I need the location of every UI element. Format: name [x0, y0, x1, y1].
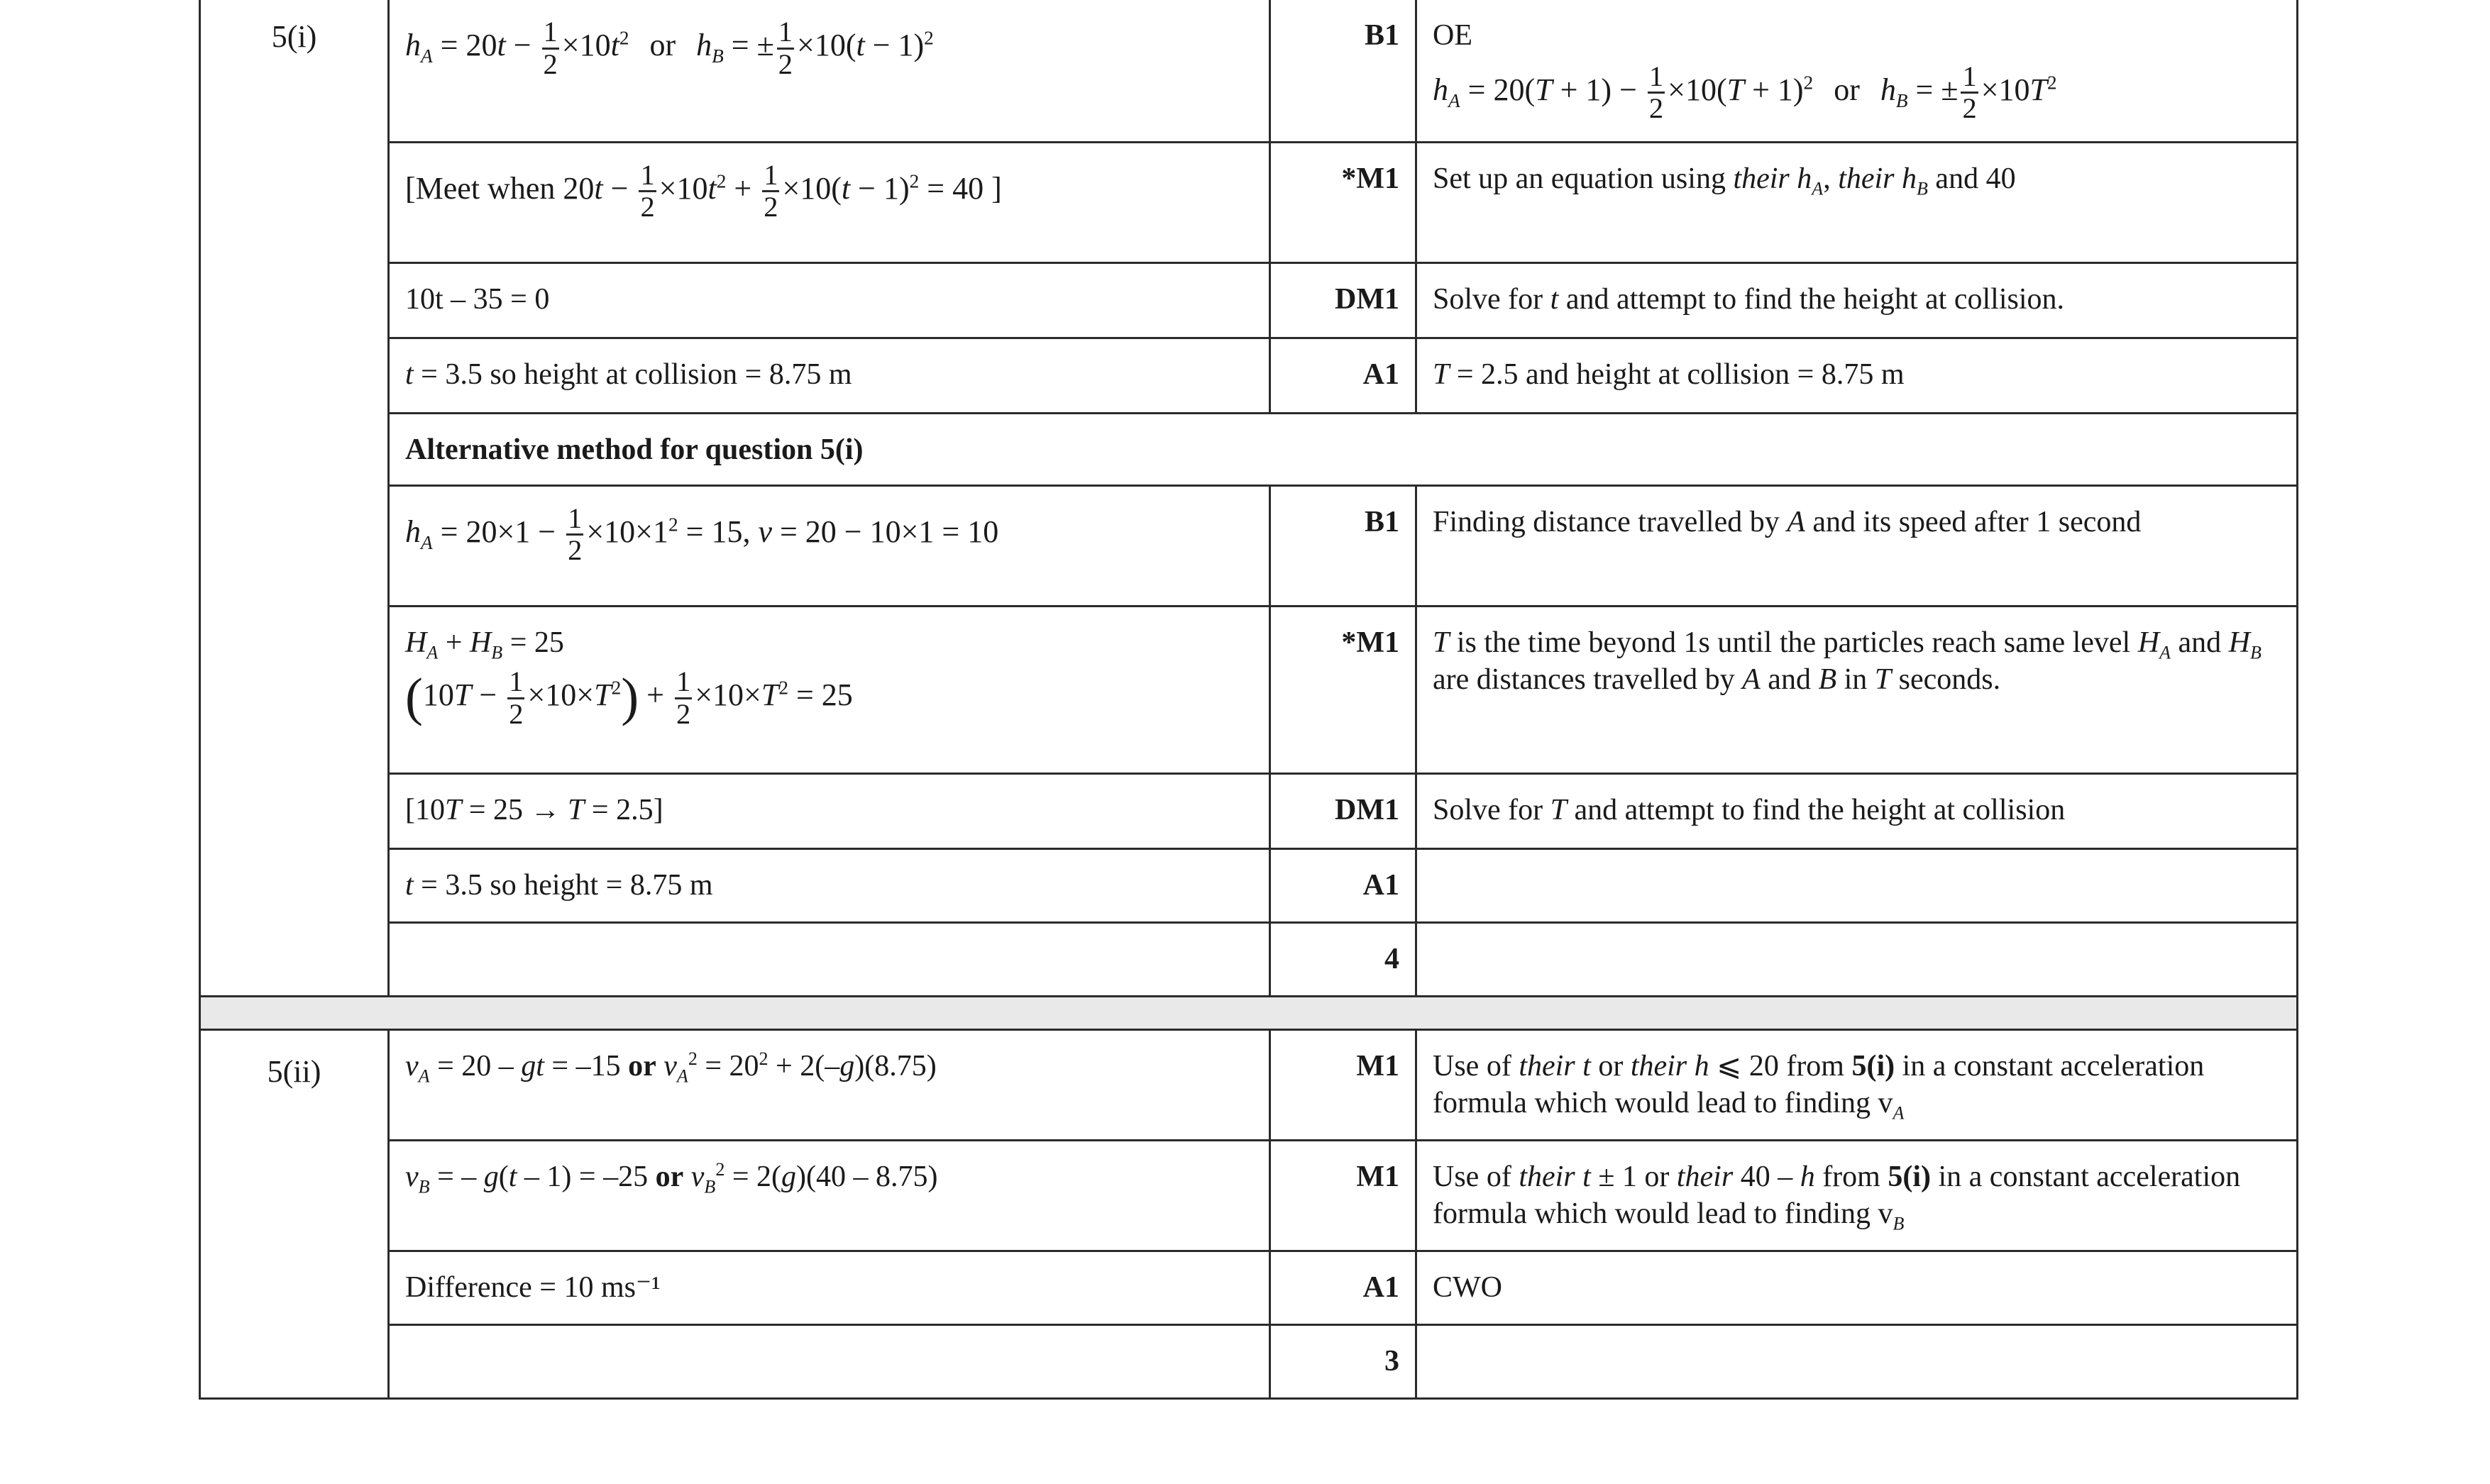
guidance-text: B: [1917, 177, 1928, 199]
guidance-text: 5(i): [1851, 1049, 1895, 1082]
guidance-text: A: [1893, 1102, 1905, 1124]
answer-text: = 2.5]: [584, 793, 663, 826]
answer-cell: [389, 0, 1270, 142]
answer-cell: [389, 773, 1270, 848]
equation-alt-sum: $H_A + H_B = 25$: [405, 626, 564, 663]
guidance-text: seconds.: [1891, 663, 2001, 696]
answer-cell: [389, 1140, 1270, 1251]
answer-text: = 3.5 so height at collision = 8.75 m: [413, 358, 852, 391]
guidance-cell: [1416, 606, 2298, 773]
guidance-cell: [1416, 0, 2298, 142]
guidance-text: their t: [1519, 1049, 1591, 1082]
mark-code: DM1: [1270, 262, 1416, 338]
answer-text: = 3.5 so height = 8.75 m: [413, 868, 713, 902]
guidance-text: are distances travelled by: [1433, 663, 1743, 696]
table-row: [200, 338, 2298, 413]
mark-code: A1: [1270, 848, 1416, 922]
table-row-total: [200, 922, 2298, 996]
guidance-text: Use of: [1433, 1049, 1519, 1082]
answer-cell: [389, 848, 1270, 922]
guidance-text: and attempt to find the height at collision: [1567, 793, 2066, 826]
answer-cell: [389, 1324, 1270, 1398]
answer-cell: [389, 1251, 1270, 1324]
answer-text: Difference = 10 ms⁻¹: [405, 1270, 661, 1304]
table-row: [200, 848, 2298, 922]
answer-cell: [389, 1029, 1270, 1140]
answer-cell: [389, 606, 1270, 773]
guidance-text: and its speed after 1 second: [1805, 505, 2142, 538]
guidance-text: their t: [1519, 1160, 1591, 1193]
answer-cell: [389, 485, 1270, 606]
guidance-text: 40 –: [1733, 1160, 1800, 1193]
answer-text: t: [405, 358, 414, 391]
answer-cell: [389, 142, 1270, 262]
table-row: [200, 1140, 2298, 1251]
guidance-text: = 2.5 and height at collision = 8.75 m: [1449, 358, 1905, 391]
guidance-text: h: [1800, 1160, 1815, 1193]
guidance-text: and 40: [1927, 162, 2016, 195]
guidance-cell: [1416, 773, 2298, 848]
guidance-text: from: [1814, 1160, 1888, 1193]
part-separator: [200, 996, 2298, 1029]
guidance-text: T: [1874, 663, 1892, 696]
answer-text: [Meet when: [405, 170, 563, 206]
mark-scheme-table: [199, 0, 2298, 1400]
answer-text: = 25 →: [461, 793, 568, 826]
answer-cell: [389, 338, 1270, 413]
mark-code: M1: [1270, 1140, 1416, 1251]
guidance-cell: [1416, 848, 2298, 922]
guidance-text: t: [1550, 282, 1559, 316]
guidance-text: ± 1 or: [1590, 1160, 1677, 1193]
equation-alt-ha-hb: $h_A = 20(T + 1)$ − $\frac{1}{2}$ $\times 10(T + 1)^2$ or $h_B$ = ± $\frac{1}{2}$ $\times 10T^2$: [1433, 60, 2057, 124]
table-row: [200, 773, 2298, 848]
question-number: 5(ii): [200, 1029, 389, 1398]
guidance-text: ⩽ 20 from: [1709, 1049, 1852, 1082]
table-row-total: [200, 1324, 2298, 1398]
answer-cell: [389, 922, 1270, 996]
alternative-method-heading: Alternative method for question 5(i): [389, 413, 2298, 485]
guidance-text: is the time beyond 1s until the particles reach same level: [1449, 626, 2138, 659]
guidance-text: in a constant acceleration formula which would lead to finding v: [1433, 1160, 2241, 1230]
guidance-text: Use of: [1433, 1160, 1519, 1193]
guidance-text: ,: [1823, 162, 1839, 195]
guidance-text: B: [1893, 1213, 1905, 1234]
guidance-text: B: [2249, 641, 2262, 663]
table-row: [200, 413, 2298, 485]
guidance-text: and: [1760, 663, 1819, 696]
guidance-text: Solve for: [1433, 282, 1550, 316]
guidance-text: and: [2170, 626, 2229, 659]
guidance-text: their: [1676, 1160, 1734, 1193]
guidance-text: A: [1812, 177, 1824, 199]
guidance-text: Solve for: [1433, 793, 1550, 826]
guidance-cell: [1416, 262, 2298, 338]
guidance-cell: [1416, 1029, 2298, 1140]
guidance-text: A: [1787, 505, 1805, 538]
answer-text: = 25: [509, 626, 564, 659]
mark-code: *M1: [1270, 142, 1416, 262]
mark-code: B1: [1270, 0, 1416, 142]
guidance-text: A: [1742, 663, 1761, 696]
mark-code: DM1: [1270, 773, 1416, 848]
total-marks: 4: [1270, 922, 1416, 996]
guidance-text: 5(i): [1888, 1160, 1931, 1193]
guidance-cell: [1416, 1140, 2298, 1251]
equation-alt-step2: (10T − $\frac{1}{2}$ $\times 10\times T^2$) + $\frac{1}{2}$ $\times 10\times T^2 = 25$: [405, 665, 853, 730]
answer-text: ]: [991, 170, 1002, 206]
answer-text: T: [445, 793, 462, 826]
guidance-text: H: [2228, 626, 2250, 659]
equation-meet: [Meet when 20t − $\frac{1}{2}$ $\times 10t^2$ + $\frac{1}{2}$ $\times 10(t - 1)^2 = 40$ ]: [405, 158, 1002, 223]
question-number: 5(i): [200, 0, 389, 996]
total-marks: 3: [1270, 1324, 1416, 1398]
guidance-text: or: [1590, 1049, 1631, 1082]
guidance-text: Finding distance travelled by: [1433, 505, 1787, 538]
guidance-text: their h: [1630, 1049, 1709, 1082]
answer-text: T: [568, 793, 585, 826]
guidance-text: T: [1433, 358, 1450, 391]
mark-code: M1: [1270, 1029, 1416, 1140]
equation-ha-hb: $h_A = 20t$ − $\frac{1}{2}$ $\times 10t^2$ or $h_B$ = ± $\frac{1}{2}$ $\times 10(t - 1)^2$: [405, 16, 934, 80]
guidance-text: Set up an equation using: [1433, 162, 1734, 195]
table-row: [200, 485, 2298, 606]
guidance-cell: CWO: [1416, 1251, 2298, 1324]
guidance-text: their h: [1733, 162, 1812, 195]
mark-code: A1: [1270, 338, 1416, 413]
answer-text: [10: [405, 793, 445, 826]
guidance-cell: [1416, 338, 2298, 413]
mark-code: A1: [1270, 1251, 1416, 1324]
table-row: [200, 1029, 2298, 1140]
equation-alt-step1: $h_A = 20\times 1$ − $\frac{1}{2}$ $\times 10\times 1^2 = 15$, v = 20 − 10×1 = 10: [405, 502, 999, 566]
table-row: [200, 262, 2298, 338]
mark-scheme-page: [199, 0, 2296, 1400]
guidance-cell: [1416, 142, 2298, 262]
guidance-cell: [1416, 922, 2298, 996]
answer-text: t: [405, 868, 414, 902]
answer-cell: [389, 262, 1270, 338]
answer-text: 10t – 35 = 0: [405, 282, 550, 316]
guidance-text: their h: [1838, 162, 1917, 195]
guidance-text: A: [2159, 641, 2171, 663]
equation-vb: $v_B$ = – g(t – 1) = –25 or $v_B^2 = 2(g)(40 - 8.75)$: [405, 1158, 938, 1197]
mark-code: B1: [1270, 485, 1416, 606]
table-row: [200, 142, 2298, 262]
guidance-cell: [1416, 485, 2298, 606]
guidance-text: in a constant acceleration formula which would lead to finding v: [1433, 1049, 2205, 1119]
guidance-text: T: [1433, 626, 1450, 659]
guidance-text: in: [1836, 663, 1875, 696]
table-row: [200, 606, 2298, 773]
table-row: [200, 1251, 2298, 1324]
guidance-text: H: [2137, 626, 2160, 659]
guidance-cell: [1416, 1324, 2298, 1398]
table-row: [200, 0, 2298, 142]
mark-code: *M1: [1270, 606, 1416, 773]
guidance-text: B: [1818, 663, 1837, 696]
equation-va: $v_A = 20$ – gt = –15 or $v_A^2 = 20^2 + 2(-g)(8.75)$: [405, 1048, 937, 1086]
guidance-text: OE: [1433, 19, 1472, 52]
guidance-text: T: [1550, 793, 1568, 826]
guidance-text: and attempt to find the height at collision.: [1558, 282, 2065, 316]
